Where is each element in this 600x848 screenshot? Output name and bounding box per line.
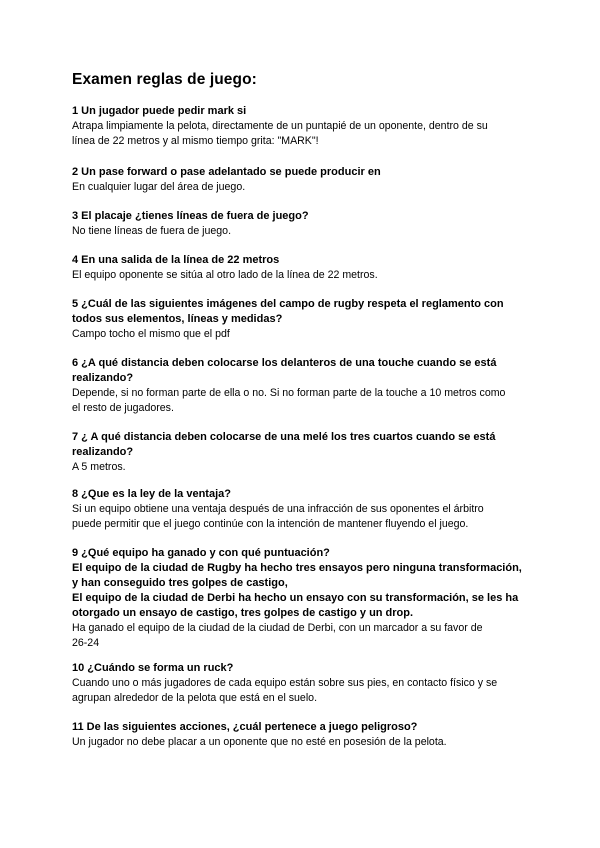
question-text: realizando? [72, 446, 134, 458]
answer-text: Si un equipo obtiene una ventaja después de una infracción de sus oponentes el árbitro [72, 503, 484, 515]
answer-text: puede permitir que el juego continúe con la intención de mantener fluyendo el juego. [72, 518, 469, 530]
answer-text: el resto de jugadores. [72, 402, 174, 414]
question-block [72, 165, 532, 195]
question-block [72, 209, 532, 239]
question-block [72, 356, 532, 416]
question-text: 11 De las siguientes acciones, ¿cuál pertenece a juego peligroso? [72, 721, 418, 733]
question-block [72, 297, 532, 342]
question-text: todos sus elementos, líneas y medidas? [72, 313, 283, 325]
answer-text: Atrapa limpiamente la pelota, directamente de un puntapié de un oponente, dentro de su [72, 120, 488, 132]
question-block [72, 487, 532, 532]
answer-text: Cuando uno o más jugadores de cada equipo están sobre sus pies, en contacto físico y se [72, 677, 498, 689]
question-block [72, 104, 532, 149]
answer-text: En cualquier lugar del área de juego. [72, 181, 246, 193]
question-text: 1 Un jugador puede pedir mark si [72, 105, 247, 117]
question-text: 3 El placaje ¿tienes líneas de fuera de juego? [72, 210, 309, 222]
answer-text: línea de 22 metros y al mismo tiempo grita: "MARK"! [72, 135, 319, 147]
question-block [72, 546, 532, 651]
answer-text: Un jugador no debe placar a un oponente que no esté en posesión de la pelota. [72, 736, 447, 748]
question-text: 4 En una salida de la línea de 22 metros [72, 254, 280, 266]
answer-text: 26-24 [72, 637, 100, 649]
question-block [72, 430, 532, 475]
question-block [72, 253, 532, 283]
page-title: Examen reglas de juego: [72, 71, 257, 88]
answer-text: Campo tocho el mismo que el pdf [72, 328, 230, 340]
answer-text: A 5 metros. [72, 461, 126, 473]
question-text: 5 ¿Cuál de las siguientes imágenes del campo de rugby respeta el reglamento con [72, 298, 504, 310]
answer-text: No tiene líneas de fuera de juego. [72, 225, 232, 237]
question-text: 8 ¿Que es la ley de la ventaja? [72, 488, 231, 500]
answer-text: Depende, si no forman parte de ella o no. Si no forman parte de la touche a 10 metros como [72, 387, 506, 399]
answer-text: El equipo oponente se sitúa al otro lado de la línea de 22 metros. [72, 269, 378, 281]
question-text: 7 ¿ A qué distancia deben colocarse de una melé los tres cuartos cuando se está [72, 431, 496, 443]
question-text: El equipo de la ciudad de Rugby ha hecho tres ensayos pero ninguna transformación, [72, 562, 522, 574]
question-block [72, 661, 532, 706]
answer-text: agrupan alrededor de la pelota que está en el suelo. [72, 692, 318, 704]
question-text: y han conseguido tres golpes de castigo, [72, 577, 288, 589]
question-text: otorgado un ensayo de castigo, tres golpes de castigo y un drop. [72, 607, 414, 619]
question-text: 6 ¿A qué distancia deben colocarse los delanteros de una touche cuando se está [72, 357, 497, 369]
question-text: realizando? [72, 372, 134, 384]
question-text: El equipo de la ciudad de Derbi ha hecho un ensayo con su transformación, se les ha [72, 592, 519, 604]
question-text: 9 ¿Qué equipo ha ganado y con qué puntuación? [72, 547, 330, 559]
question-text: 10 ¿Cuándo se forma un ruck? [72, 662, 234, 674]
answer-text: Ha ganado el equipo de la ciudad de la ciudad de Derbi, con un marcador a su favor de [72, 622, 483, 634]
question-block [72, 720, 532, 750]
question-text: 2 Un pase forward o pase adelantado se puede producir en [72, 166, 381, 178]
